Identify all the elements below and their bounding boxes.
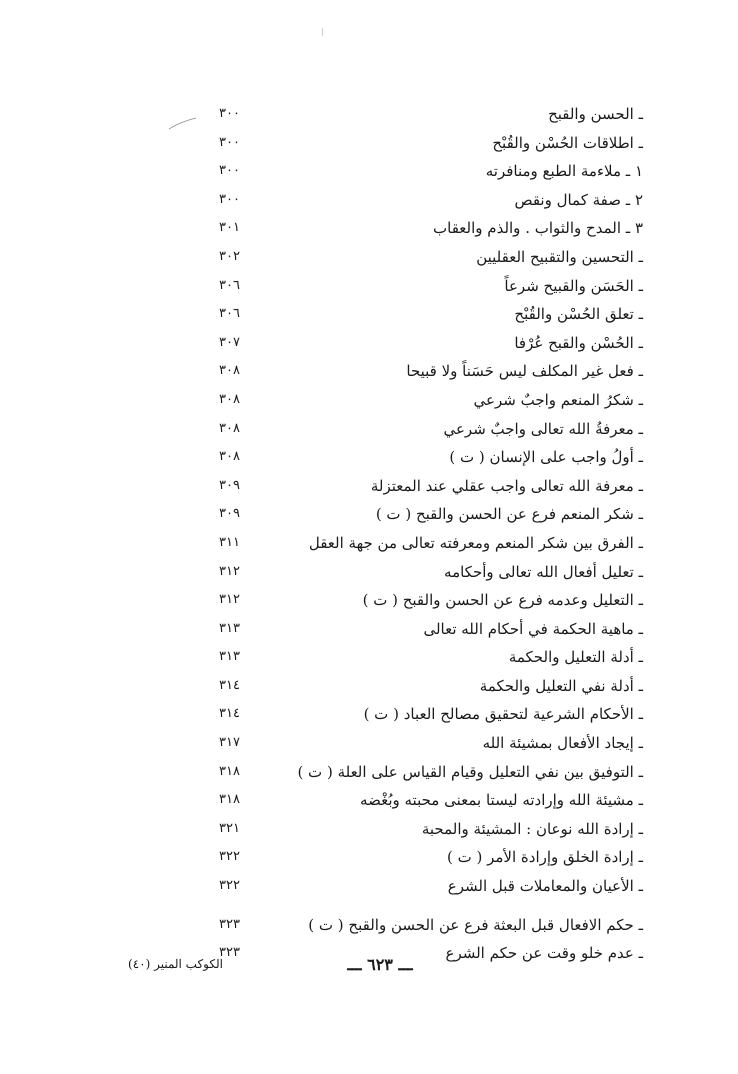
toc-entry-page: ٣٠٠ [219,134,240,150]
toc-entry-title: ـ التوفيق بين نفي التعليل وقيام القياس على العلة ( ت ) [297,762,643,781]
toc-entry [0,129,738,158]
toc-entry [0,300,738,329]
toc-entry-title: ـ أدلة التعليل والحكمة [508,648,643,667]
toc-entry-page: ٣١٣ [219,620,240,636]
toc-entry [0,415,738,444]
toc-entry-title: ـ تعلق الحُسْن والقُبْح [514,305,643,324]
toc-entry-title: ـ الفرق بين شكر المنعم ومعرفته تعالى من جهة العقل [308,533,643,552]
toc-entry [0,672,738,701]
toc-entry-page: ٣١٨ [219,763,240,779]
toc-entry-title: ـ فعل غير المكلف ليس حَسَناً ولا قبيحا [406,362,643,381]
toc-entry-title: ـ إيجاد الأفعال بمشيئة الله [482,734,643,753]
toc-entry-page: ٣١٨ [219,792,240,808]
toc-entry-page: ٣٠٠ [219,163,240,179]
toc-entry [0,558,738,587]
toc-entry-page: ٣٠٠ [219,191,240,207]
toc-entry-page: ٣١٢ [219,563,240,579]
toc-entry-title: ـ الأحكام الشرعية لتحقيق مصالح العباد ( ت ) [363,705,643,724]
toc-entry [0,786,738,815]
toc-entry-title: ـ الأعيان والمعاملات قبل الشرع [447,877,643,896]
toc-entry [0,529,738,558]
toc-entry-page: ٣٠٨ [219,363,240,379]
toc-entry [0,729,738,758]
toc-entry-title: ـ إرادة الله نوعان : المشيئة والمحبة [421,819,643,838]
toc-entry-page: ٣٠٧ [219,334,240,350]
toc-entry-page: ٣١٣ [219,649,240,665]
toc-entry-title: ـ اطلاقات الحُسْن والقُبْح [492,133,643,152]
toc-entry-title: ـ تعليل أفعال الله تعالى وأحكامه [444,562,643,581]
toc-entry-title: ـ الحَسَن والقبيح شرعاً [504,276,643,295]
toc-entry [0,700,738,729]
toc-entry-title: ٢ ـ صفة كمال ونقص [514,190,643,209]
toc-entry-page: ٣٠٠ [219,106,240,121]
top-margin-mark [322,28,323,36]
toc-entry-page: ٣٢١ [219,820,240,836]
toc-entry [0,186,738,215]
toc-entry-page: ٣٢٣ [219,916,240,932]
toc-entry [0,815,738,844]
toc-entry-title: ـ ماهية الحكمة في أحكام الله تعالى [423,619,643,638]
toc-entry-title: ١ ـ ملاءمة الطبع ومنافرته [485,162,643,181]
toc-entry [0,272,738,301]
toc-entry-page: ٣١٧ [219,735,240,751]
toc-entry-page: ٣١٤ [219,677,240,693]
toc-entry-page: ٣٠٨ [219,391,240,407]
toc-entry [0,472,738,501]
toc-entry [0,214,738,243]
toc-entry-page: ٣١١ [219,534,240,550]
toc-entry-page: ٣١٤ [219,706,240,722]
toc-entry-title: ـ شكرُ المنعم واجبٌ شرعي [473,390,643,409]
toc-entry-title: ٣ ـ المدح والثواب . والذم والعقاب [433,219,643,238]
footer-page-number: ـــ ٦٢٣ ـــ [347,955,413,974]
toc-entry [0,843,738,872]
toc-entry-title: ـ عدم خلو وقت عن حكم الشرع [445,944,643,963]
toc-entry-title: ـ معرفة الله تعالى واجب عقلي عند المعتزلة [370,476,643,495]
toc-entry-page: ٣٠٦ [219,277,240,293]
toc-entry [0,643,738,672]
toc-entry-page: ٣٠٩ [219,506,240,522]
toc-entry-page: ٣٠٦ [219,306,240,322]
toc-entry [0,443,738,472]
toc-entry-page: ٣٠١ [219,220,240,236]
toc-entry [0,386,738,415]
toc-entry-page: ٣٠٩ [219,477,240,493]
toc-entry-page: ٣٠٢ [219,248,240,264]
toc-entry-page: ٣٠٨ [219,449,240,465]
toc-entry [0,100,738,129]
toc-entry-title: ـ مشيئة الله وإرادته ليستا بمعنى محبته وبُغْضه [360,791,643,810]
toc-entry-title: ـ معرفةُ الله تعالى واجبٌ شرعي [443,419,643,438]
toc-entry-title: ـ التحسين والتقبيح العقليين [476,247,643,266]
toc-entry-title: ـ أولُ واجب على الإنسان ( ت ) [449,448,643,467]
footer-book-title: الكوكب المنير (٤٠) [128,957,223,971]
toc-entry [0,911,738,940]
toc-entry [0,157,738,186]
toc-entry-title: ـ شكر المنعم فرع عن الحسن والقبح ( ت ) [375,505,643,524]
toc-entry-page: ٣٠٨ [219,420,240,436]
toc-entry-page: ٣١٢ [219,592,240,608]
toc-entry-title: ـ حكم الافعال قبل البعثة فرع عن الحسن والقبح ( ت ) [308,915,643,934]
toc-entry [0,357,738,386]
table-of-contents [0,100,738,968]
toc-entry-title: ـ التعليل وعدمه فرع عن الحسن والقبح ( ت ) [362,591,643,610]
toc-entry-page: ٣٢٢ [219,878,240,894]
toc-entry [0,872,738,901]
toc-entry [0,500,738,529]
toc-entry [0,329,738,358]
toc-entry-title: ـ الحُسْن والقبح عُرْفا [514,333,643,352]
toc-entry-page: ٣٢٢ [219,849,240,865]
toc-entry [0,758,738,787]
toc-entry [0,243,738,272]
toc-entry-title: ـ أدلة نفي التعليل والحكمة [479,676,643,695]
toc-entry [0,586,738,615]
toc-entry-title: ـ إرادة الخلق وإرادة الأمر ( ت ) [446,848,643,867]
toc-entry [0,615,738,644]
toc-entry-page: ٣٢٣ [219,945,240,961]
toc-entry-title: ـ الحسن والقبح [548,105,643,123]
